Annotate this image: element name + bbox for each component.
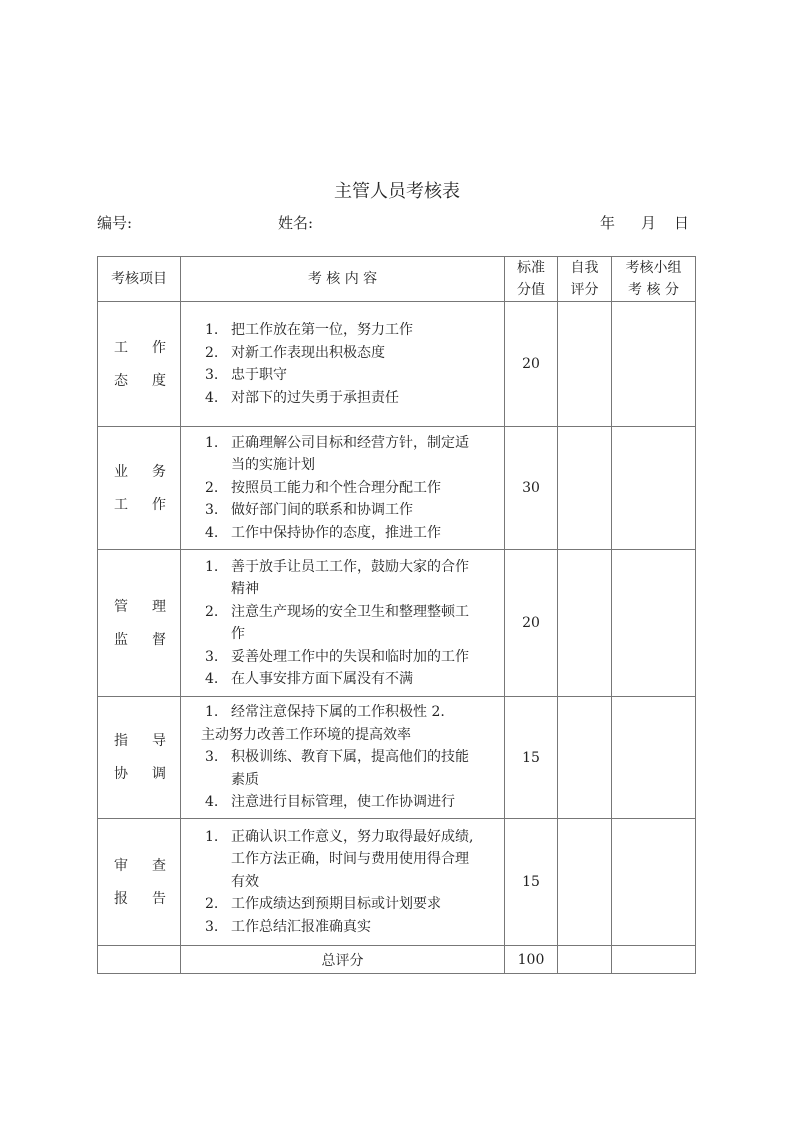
content-line bbox=[205, 769, 500, 792]
category-char: 度 bbox=[152, 372, 166, 389]
category-char: 管 bbox=[114, 598, 128, 615]
item-text: 对新工作表现出积极态度 bbox=[231, 344, 385, 361]
category-char: 作 bbox=[152, 339, 166, 356]
total-label: 总评分 bbox=[181, 946, 505, 974]
name-label: 姓名: bbox=[278, 214, 314, 232]
item-text: 经常注意保持下属的工作积极性 2. bbox=[231, 704, 445, 721]
content-line bbox=[205, 916, 500, 939]
total-empty-cell bbox=[98, 946, 181, 974]
header-row bbox=[98, 257, 696, 302]
item-text: 工作方法正确，时间与费用使用得合理 bbox=[231, 851, 469, 868]
item-text: 积极训练、教育下属，提高他们的技能 bbox=[231, 749, 469, 766]
header-line: 标准 bbox=[517, 260, 545, 276]
self-score-cell[interactable] bbox=[558, 427, 612, 550]
item-number: 1. bbox=[205, 434, 219, 451]
header-standard-score bbox=[505, 257, 558, 302]
category-char: 态 bbox=[114, 372, 128, 389]
content-cell bbox=[181, 819, 505, 946]
item-text: 精神 bbox=[231, 581, 259, 597]
item-number: 2. bbox=[205, 479, 219, 496]
category-cell bbox=[98, 697, 181, 819]
content-line bbox=[205, 668, 500, 691]
table-row bbox=[98, 427, 696, 550]
category-char: 务 bbox=[152, 463, 166, 480]
content-cell bbox=[181, 427, 505, 550]
item-number: 4. bbox=[205, 524, 219, 541]
item-number: 3. bbox=[205, 749, 219, 766]
category-char: 调 bbox=[152, 766, 166, 782]
category-char: 督 bbox=[152, 631, 166, 648]
content-line bbox=[205, 746, 500, 769]
item-number: 2. bbox=[205, 344, 219, 361]
category-char: 业 bbox=[114, 463, 128, 480]
item-text: 注意进行目标管理，使工作协调进行 bbox=[231, 794, 455, 811]
item-text: 作 bbox=[231, 626, 245, 642]
item-number: 3. bbox=[205, 502, 219, 519]
standard-score: 20 bbox=[505, 550, 558, 697]
self-score-cell[interactable] bbox=[558, 697, 612, 819]
content-line bbox=[201, 724, 500, 747]
category-line bbox=[98, 494, 180, 516]
standard-score: 15 bbox=[505, 819, 558, 946]
category-char: 作 bbox=[152, 496, 166, 513]
content-line bbox=[205, 499, 500, 522]
category-char: 指 bbox=[114, 733, 128, 749]
item-number: 4. bbox=[205, 794, 219, 811]
group-score-cell[interactable] bbox=[612, 550, 696, 697]
table-row bbox=[98, 697, 696, 819]
content-line bbox=[205, 848, 500, 871]
content-cell bbox=[181, 697, 505, 819]
category-char: 查 bbox=[152, 857, 166, 874]
category-char: 导 bbox=[152, 733, 166, 749]
item-text: 当的实施计划 bbox=[231, 457, 315, 474]
item-number: 4. bbox=[205, 671, 219, 687]
group-score-cell[interactable] bbox=[612, 819, 696, 946]
category-cell bbox=[98, 302, 181, 427]
item-number: 1. bbox=[205, 322, 219, 338]
group-score-cell[interactable] bbox=[612, 427, 696, 550]
category-char: 理 bbox=[152, 598, 166, 615]
item-text: 正确认识工作意义，努力取得最好成绩, bbox=[231, 828, 474, 845]
item-text: 按照员工能力和个性合理分配工作 bbox=[231, 479, 441, 496]
item-text: 素质 bbox=[231, 771, 259, 788]
page-title: 主管人员考核表 bbox=[334, 181, 460, 202]
table-row bbox=[98, 302, 696, 427]
table-row bbox=[98, 819, 696, 946]
content-line bbox=[205, 556, 500, 579]
self-score-cell[interactable] bbox=[558, 550, 612, 697]
content-line bbox=[205, 522, 500, 545]
standard-score: 15 bbox=[505, 697, 558, 819]
number-label: 编号: bbox=[97, 214, 133, 232]
item-text: 工作中保持协作的态度，推进工作 bbox=[231, 524, 441, 541]
item-text: 把工作放在第一位，努力工作 bbox=[231, 322, 413, 338]
self-score-cell[interactable] bbox=[558, 819, 612, 946]
content-line bbox=[205, 601, 500, 624]
standard-score: 20 bbox=[505, 302, 558, 427]
total-row bbox=[98, 946, 696, 974]
year-label: 年 bbox=[600, 214, 616, 232]
item-number: 3. bbox=[205, 918, 219, 935]
category-char: 协 bbox=[114, 766, 128, 782]
content-line bbox=[205, 893, 500, 916]
content-line bbox=[205, 623, 500, 646]
item-text: 对部下的过失勇于承担责任 bbox=[231, 389, 399, 406]
content-line bbox=[205, 387, 500, 410]
item-text: 注意生产现场的安全卫生和整理整顿工 bbox=[231, 603, 469, 620]
item-text: 忠于职守 bbox=[231, 367, 287, 383]
content-line bbox=[205, 432, 500, 455]
content-line bbox=[205, 319, 500, 342]
category-char: 审 bbox=[114, 857, 128, 874]
category-line bbox=[98, 596, 180, 618]
item-text: 有效 bbox=[231, 873, 259, 890]
group-score-cell[interactable] bbox=[612, 697, 696, 819]
category-cell bbox=[98, 819, 181, 946]
content-line bbox=[205, 578, 500, 601]
item-number: 1. bbox=[205, 828, 219, 845]
item-number: 1. bbox=[205, 558, 219, 575]
category-line bbox=[98, 370, 180, 392]
content-line bbox=[205, 791, 500, 814]
item-text: 妥善处理工作中的失误和临时加的工作 bbox=[231, 648, 469, 665]
category-char: 告 bbox=[152, 890, 166, 907]
category-char: 报 bbox=[114, 890, 128, 907]
category-line bbox=[98, 855, 180, 877]
item-number: 3. bbox=[205, 367, 219, 383]
category-char: 工 bbox=[114, 339, 128, 356]
header-item: 考核项目 bbox=[98, 257, 181, 302]
group-score-cell[interactable] bbox=[612, 302, 696, 427]
content-line bbox=[205, 701, 500, 724]
header-content: 考 核 内 容 bbox=[181, 257, 505, 302]
item-number: 2. bbox=[205, 603, 219, 620]
item-text: 工作成绩达到预期目标或计划要求 bbox=[231, 896, 441, 913]
header-line: 考 核 分 bbox=[628, 282, 679, 298]
category-cell bbox=[98, 427, 181, 550]
item-text: 在人事安排方面下属没有不满 bbox=[231, 671, 413, 687]
header-group-score bbox=[612, 257, 696, 302]
category-line bbox=[98, 629, 180, 651]
total-self-score-cell[interactable] bbox=[558, 946, 612, 974]
assessment-table bbox=[97, 256, 696, 974]
self-score-cell[interactable] bbox=[558, 302, 612, 427]
category-line bbox=[98, 730, 180, 752]
standard-score: 30 bbox=[505, 427, 558, 550]
category-char: 工 bbox=[114, 496, 128, 513]
total-standard-score: 100 bbox=[505, 946, 558, 974]
item-text: 工作总结汇报准确真实 bbox=[231, 918, 371, 935]
category-line bbox=[98, 763, 180, 785]
day-label: 日 bbox=[674, 214, 690, 232]
content-line bbox=[205, 342, 500, 365]
category-line bbox=[98, 461, 180, 483]
content-line bbox=[205, 477, 500, 500]
content-cell bbox=[181, 302, 505, 427]
item-number: 3. bbox=[205, 648, 219, 665]
item-text: 正确理解公司目标和经营方针，制定适 bbox=[231, 434, 469, 451]
header-self-score bbox=[558, 257, 612, 302]
item-number: 1. bbox=[205, 704, 219, 721]
table-row bbox=[98, 550, 696, 697]
header-line: 自我 bbox=[570, 260, 599, 276]
item-text: 做好部门间的联系和协调工作 bbox=[231, 502, 413, 519]
content-cell bbox=[181, 550, 505, 697]
content-line bbox=[205, 454, 500, 477]
item-text: 善于放手让员工工作，鼓励大家的合作 bbox=[231, 558, 469, 575]
header-line: 考核小组 bbox=[625, 260, 682, 276]
category-cell bbox=[98, 550, 181, 697]
month-label: 月 bbox=[641, 214, 657, 232]
category-char: 监 bbox=[114, 631, 128, 648]
header-line: 评分 bbox=[570, 282, 599, 298]
total-group-score-cell[interactable] bbox=[612, 946, 696, 974]
category-line bbox=[98, 888, 180, 910]
item-text: 主动努力改善工作环境的提高效率 bbox=[201, 726, 411, 743]
item-number: 2. bbox=[205, 896, 219, 913]
header-line: 分值 bbox=[517, 282, 545, 298]
content-line bbox=[205, 364, 500, 387]
content-line bbox=[205, 871, 500, 894]
content-line bbox=[205, 826, 500, 849]
content-line bbox=[205, 646, 500, 669]
category-line bbox=[98, 337, 180, 359]
item-number: 4. bbox=[205, 389, 219, 406]
